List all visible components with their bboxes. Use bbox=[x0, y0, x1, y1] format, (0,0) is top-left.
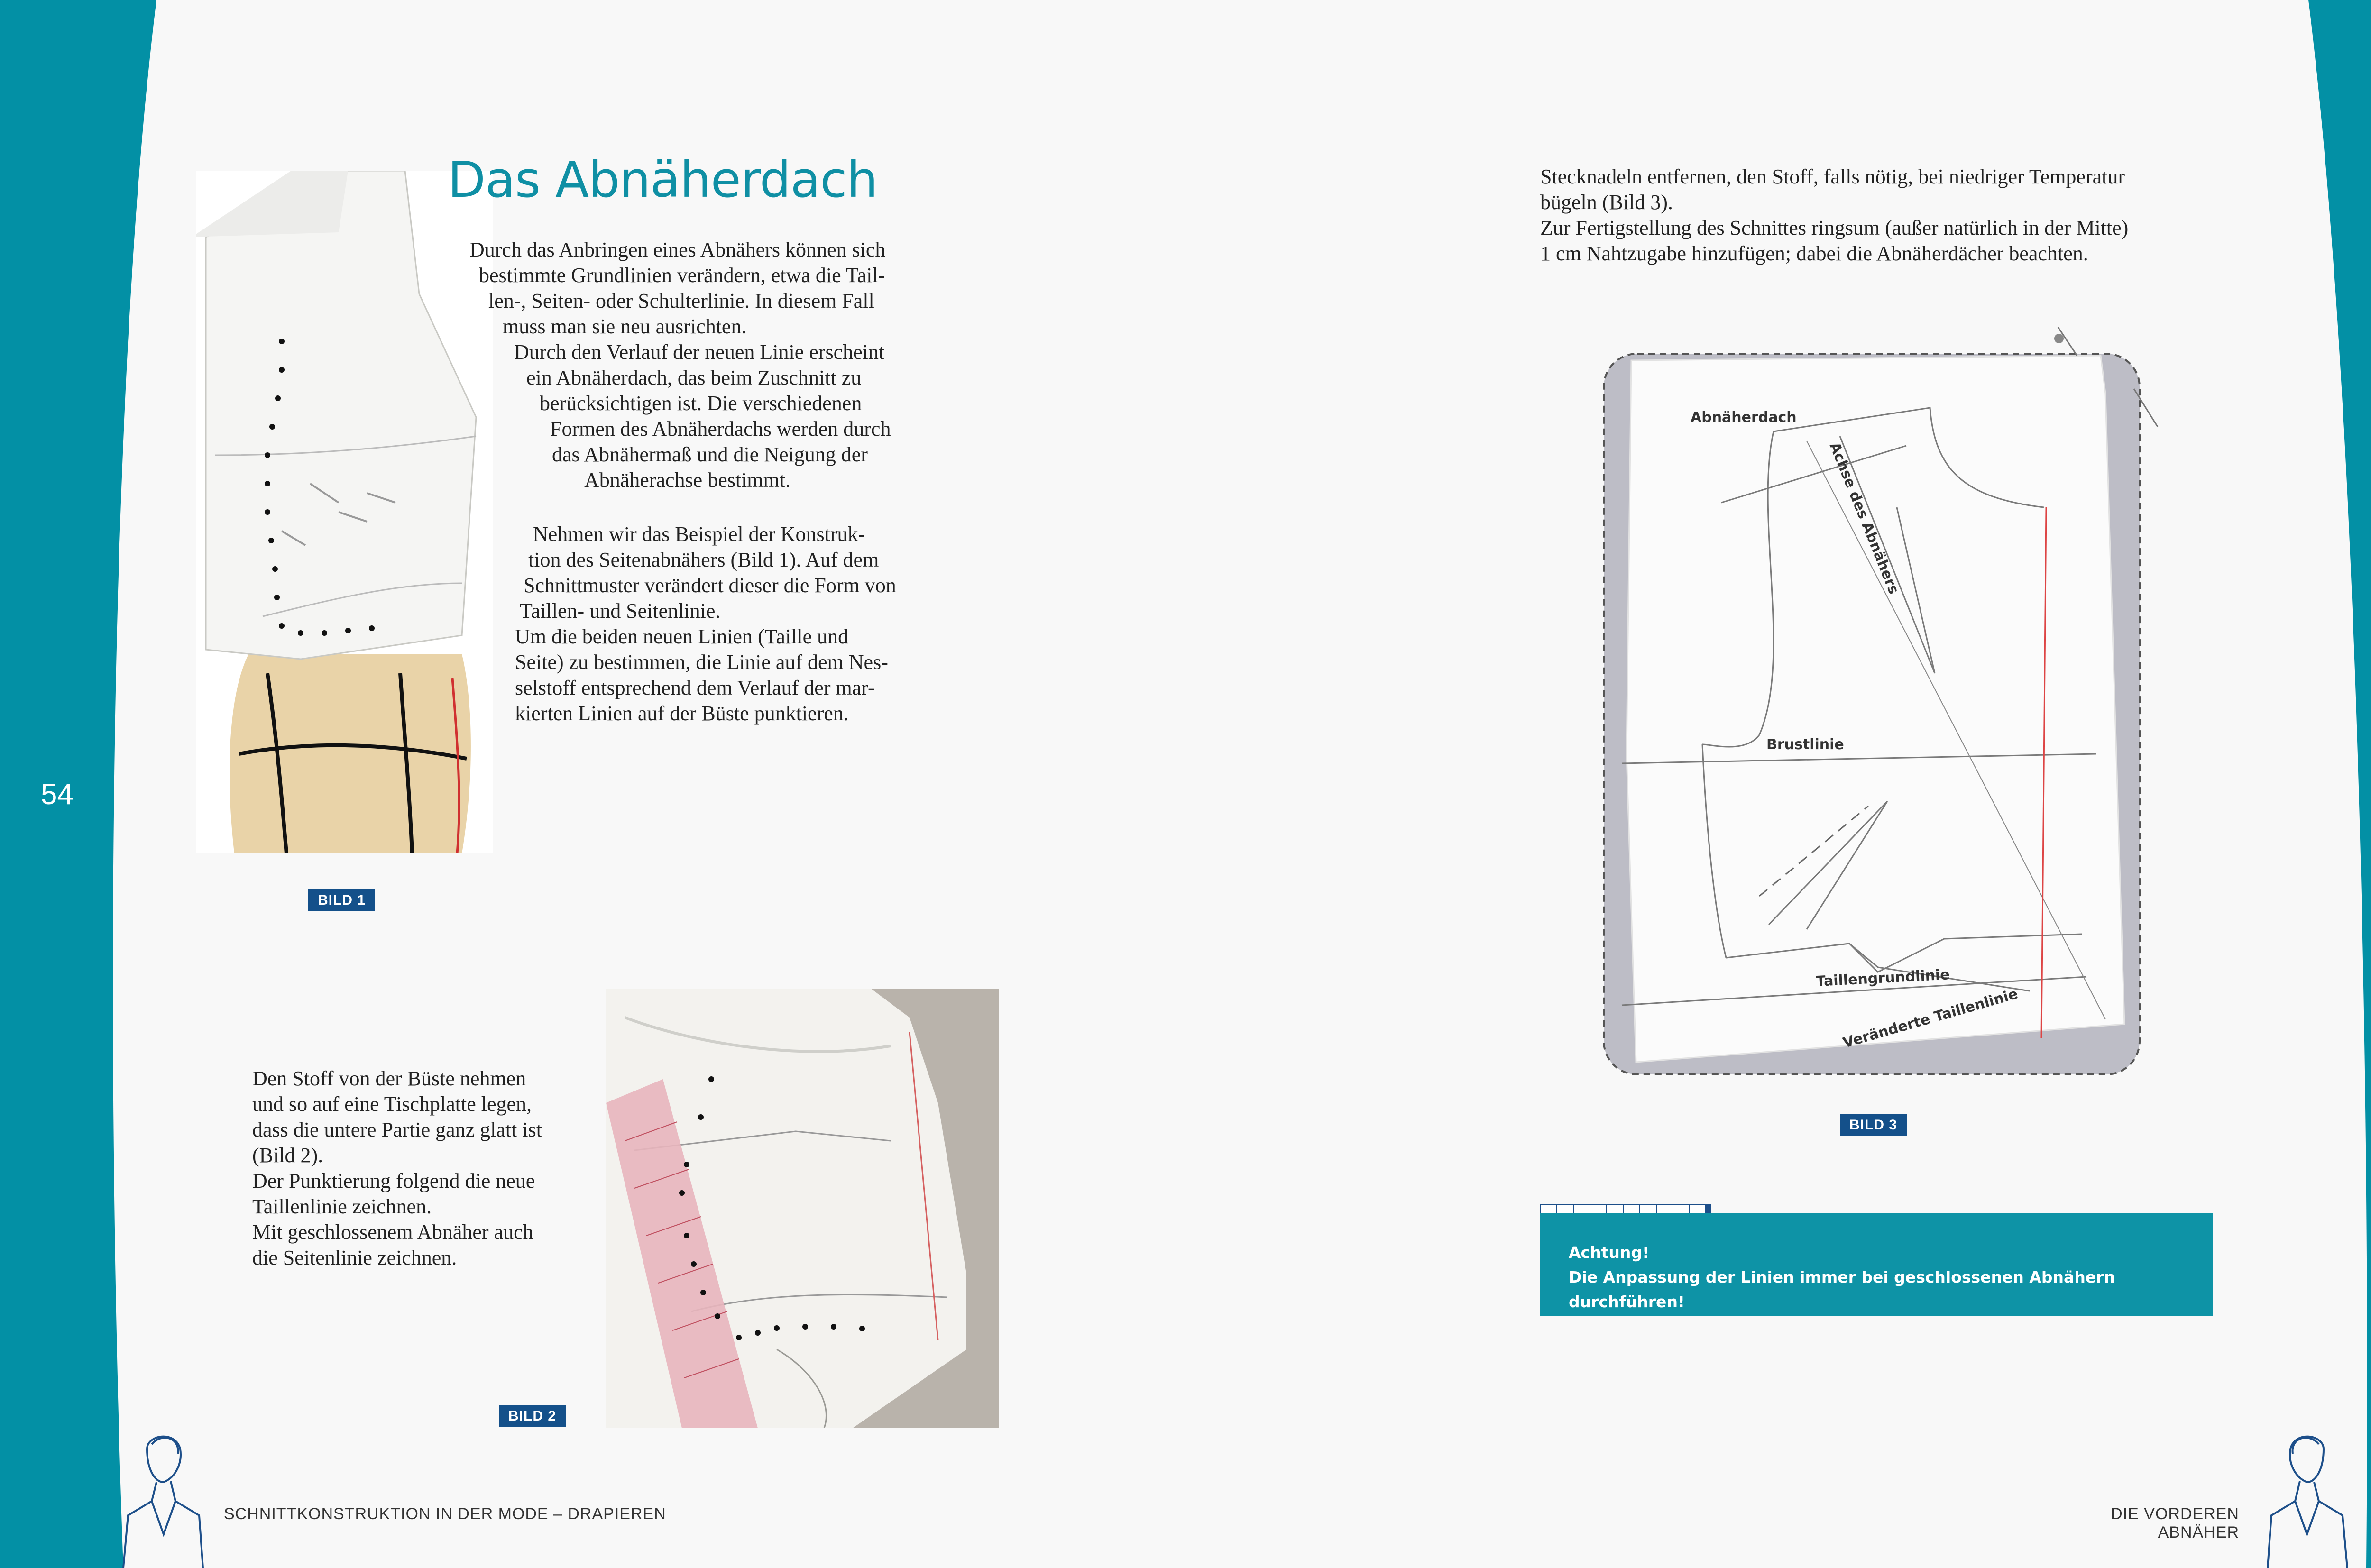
text-line: Durch den Verlauf der neuen Linie erscheint bbox=[514, 340, 885, 364]
bild2-paragraph bbox=[252, 1066, 584, 1271]
text-line: dass die untere Partie ganz glatt ist bbox=[252, 1118, 542, 1141]
text-line: selstoff entsprechend dem Verlauf der mar- bbox=[515, 676, 875, 699]
text-line: Stecknadeln entfernen, den Stoff, falls nötig, bei niedriger Temperatur bbox=[1540, 165, 2125, 188]
fashion-sketch-icon bbox=[2267, 1430, 2352, 1568]
note-title: Achtung! bbox=[1569, 1243, 1650, 1262]
text-line: Taillenlinie zeichnen. bbox=[252, 1195, 432, 1218]
label-brustlinie: Brustlinie bbox=[1766, 736, 1844, 753]
text-line: (Bild 2). bbox=[252, 1144, 323, 1167]
right-top-paragraph bbox=[1540, 164, 2214, 266]
text-line: Taillen- und Seitenlinie. bbox=[520, 599, 721, 623]
text-line: berücksichtigen ist. Die verschiedenen bbox=[540, 392, 862, 415]
text-line: Formen des Abnäherdachs werden durch bbox=[550, 417, 891, 440]
label-abnaeherdach: Abnäherdach bbox=[1691, 409, 1797, 426]
text-line: tion des Seitenabnähers (Bild 1). Auf dem bbox=[528, 548, 879, 571]
label-taillengrundlinie: Taillengrundlinie bbox=[1815, 966, 1950, 990]
attention-note bbox=[1540, 1213, 2213, 1316]
text-line: Der Punktierung folgend die neue bbox=[252, 1169, 535, 1192]
text-line: Seite) zu bestimmen, die Linie auf dem Nes- bbox=[515, 651, 888, 674]
text-line: Nehmen wir das Beispiel der Konstruk- bbox=[533, 523, 865, 546]
text-line: Um die beiden neuen Linien (Taille und bbox=[515, 625, 849, 648]
bild3-pattern-diagram bbox=[1603, 327, 2172, 1086]
bild2-photo bbox=[606, 989, 999, 1428]
bild2-label: BILD 2 bbox=[499, 1405, 566, 1427]
text-line: muss man sie neu ausrichten. bbox=[503, 315, 747, 338]
text-line: Abnäherachse bestimmt. bbox=[584, 468, 790, 492]
text-line: kierten Linien auf der Büste punktieren. bbox=[515, 702, 849, 725]
bild3-label: BILD 3 bbox=[1840, 1114, 1907, 1136]
footer-right: DIE VORDEREN ABNÄHER bbox=[2111, 1505, 2239, 1541]
text-line: bügeln (Bild 3). bbox=[1540, 191, 1673, 214]
text-line: Schnittmuster verändert dieser die Form von bbox=[524, 574, 896, 597]
text-line: ein Abnäherdach, das beim Zuschnitt zu bbox=[526, 366, 862, 389]
page-number-left: 54 bbox=[41, 778, 74, 811]
text-line: das Abnähermaß und die Neigung der bbox=[552, 443, 868, 466]
label-achse: Achse des Abnähers bbox=[1826, 440, 1902, 596]
text-line: und so auf eine Tischplatte legen, bbox=[252, 1092, 532, 1116]
footer-left: SCHNITTKONSTRUKTION IN DER MODE – DRAPIEREN bbox=[224, 1505, 666, 1523]
text-line: bestimmte Grundlinien verändern, etwa die Tail- bbox=[479, 264, 885, 287]
example-paragraph bbox=[0, 522, 926, 726]
text-line: Zur Fertigstellung des Schnittes ringsum (außer natürlich in der Mitte) bbox=[1540, 216, 2129, 239]
text-line: 1 cm Nahtzugabe hinzufügen; dabei die Abnäherdächer beachten. bbox=[1540, 242, 2088, 265]
text-line: Mit geschlossenem Abnäher auch bbox=[252, 1220, 533, 1244]
label-veraenderte-taillenlinie: Veränderte Taillenlinie bbox=[1841, 985, 2020, 1052]
intro-paragraph bbox=[0, 237, 926, 493]
text-line: len-, Seiten- oder Schulterlinie. In diesem Fall bbox=[488, 289, 874, 312]
note-text: Die Anpassung der Linien immer bei geschlossenen Abnähern durchführen! bbox=[1569, 1268, 2115, 1311]
text-line: Den Stoff von der Büste nehmen bbox=[252, 1067, 526, 1090]
text-line: die Seitenlinie zeichnen. bbox=[252, 1246, 457, 1269]
fashion-sketch-icon bbox=[119, 1430, 204, 1568]
text-line: Durch das Anbringen eines Abnähers können sich bbox=[469, 238, 886, 261]
page-title: Das Abnäherdach bbox=[448, 151, 878, 209]
bild1-label: BILD 1 bbox=[308, 889, 375, 911]
